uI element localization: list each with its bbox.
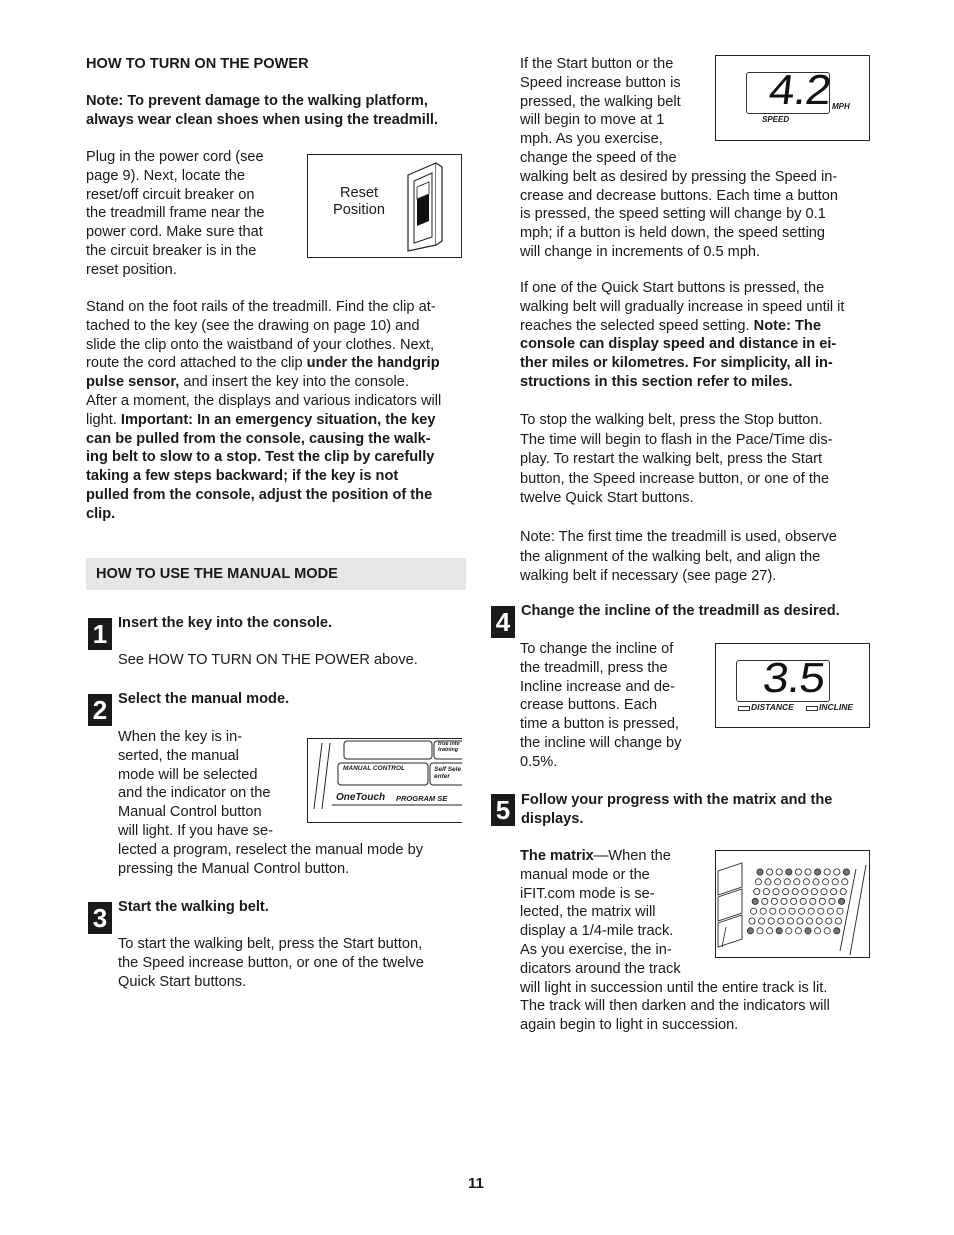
text-line: again begin to light in succession. bbox=[520, 1017, 739, 1034]
text-line bbox=[86, 373, 470, 392]
matrix-indicator-dot bbox=[787, 918, 793, 924]
reset-label-line: Reset bbox=[339, 185, 379, 201]
matrix-indicator-dot bbox=[789, 908, 795, 914]
text-run: reaches the selected speed setting. bbox=[520, 317, 754, 334]
matrix-indicator-dot bbox=[778, 918, 784, 924]
reset-label bbox=[330, 185, 388, 219]
matrix-indicator-dot bbox=[837, 908, 843, 914]
matrix-indicator-dot bbox=[802, 889, 808, 895]
text-run: and insert the key into the console. bbox=[179, 374, 409, 391]
matrix-indicator-dot bbox=[811, 889, 817, 895]
text-line: time a button is pressed, bbox=[520, 716, 679, 733]
manual-mode-heading-bar bbox=[86, 558, 466, 590]
matrix-indicator-dot bbox=[834, 928, 840, 934]
text-run: walking belt will gradually increase in speed until it bbox=[520, 298, 845, 315]
matrix-indicator-dot bbox=[826, 918, 832, 924]
text-line: Plug in the power cord (see bbox=[86, 149, 264, 165]
title-line: displays. bbox=[521, 810, 584, 827]
matrix-indicator-dot bbox=[754, 889, 760, 895]
matrix-indicator-dot bbox=[818, 908, 824, 914]
incline-label: INCLINE bbox=[819, 702, 853, 712]
matrix-indicator-dot bbox=[763, 889, 769, 895]
text-line: reset position. bbox=[86, 261, 177, 278]
text-line: play. To restart the walking belt, press the Start bbox=[520, 451, 823, 468]
speed-value: 4.2 bbox=[766, 66, 833, 113]
step-number-3: 3 bbox=[88, 902, 112, 934]
text-line: is pressed, the speed setting will change by 0.1 bbox=[520, 206, 826, 223]
quick-start-paragraph bbox=[520, 279, 870, 392]
note-paragraph bbox=[520, 528, 870, 587]
matrix-indicator-dot bbox=[768, 918, 774, 924]
text-line: To stop the walking belt, press the Stop button. bbox=[520, 412, 823, 428]
text-line: mph; if a button is held down, the speed setting bbox=[520, 225, 826, 242]
plug-paragraph bbox=[86, 148, 296, 280]
matrix-indicator-dot bbox=[752, 898, 758, 904]
matrix-indicator-dot bbox=[799, 908, 805, 914]
note-line: Note: To prevent damage to the walking platform, bbox=[86, 93, 428, 109]
matrix-indicator-dot bbox=[823, 879, 829, 885]
matrix-indicator-dot bbox=[842, 879, 848, 885]
text-line: clip. bbox=[86, 505, 116, 522]
matrix-indicator-dot bbox=[832, 879, 838, 885]
text-line: button, the Speed increase button, or one of the bbox=[520, 470, 830, 487]
text-line: power cord. Make sure that bbox=[86, 224, 263, 241]
text-run: slide the clip onto the waistband of your clothes. Next, bbox=[86, 336, 435, 353]
incline-display-figure bbox=[715, 643, 870, 728]
matrix-indicator-dot bbox=[786, 928, 792, 934]
matrix-indicator-dot bbox=[776, 928, 782, 934]
text-line: the Speed increase button, or one of the twelve bbox=[118, 954, 424, 971]
matrix-indicator-dot bbox=[795, 869, 801, 875]
matrix-indicator-dot bbox=[751, 908, 757, 914]
matrix-indicator-dot bbox=[784, 879, 790, 885]
matrix-figure bbox=[715, 850, 870, 958]
step2-title: Select the manual mode. bbox=[118, 691, 290, 707]
step4-title: Change the incline of the treadmill as desired. bbox=[521, 603, 840, 619]
text-line bbox=[520, 298, 870, 317]
text-run: light. bbox=[86, 411, 121, 428]
text-line: crease and decrease buttons. Each time a button bbox=[520, 187, 839, 204]
step-number-1: 1 bbox=[88, 618, 112, 650]
speed-label: SPEED bbox=[762, 115, 790, 124]
text-line: The time will begin to flash in the Pace/Time dis- bbox=[520, 431, 833, 448]
matrix-track-icon bbox=[716, 851, 871, 959]
step-number-2: 2 bbox=[88, 694, 112, 726]
text-run: If one of the Quick Start buttons is pressed, the bbox=[520, 280, 825, 296]
matrix-indicator-dot bbox=[808, 908, 814, 914]
text-line: mph. As you exercise, bbox=[520, 131, 663, 148]
matrix-indicator-dot bbox=[767, 928, 773, 934]
stop-paragraph bbox=[520, 411, 870, 509]
text-line: display a 1/4-mile track. bbox=[520, 923, 674, 940]
text-line: manual mode or the bbox=[520, 866, 650, 883]
matrix-indicator-dot bbox=[800, 898, 806, 904]
text-line: console can display speed and distance in ei- bbox=[520, 336, 837, 353]
matrix-indicator-dot bbox=[760, 908, 766, 914]
matrix-indicator-dot bbox=[775, 879, 781, 885]
power-heading: HOW TO TURN ON THE POWER bbox=[86, 56, 309, 72]
matrix-indicator-dot bbox=[757, 928, 763, 934]
reset-position-figure bbox=[307, 154, 462, 258]
text-line: To start the walking belt, press the Start button, bbox=[118, 936, 423, 952]
matrix-indicator-dot bbox=[776, 869, 782, 875]
matrix-indicator-dot bbox=[805, 928, 811, 934]
text-line: Quick Start buttons. bbox=[118, 973, 247, 990]
step5-title bbox=[521, 791, 832, 829]
text-line: and the indicator on the bbox=[118, 785, 271, 802]
text-line: mode will be selected bbox=[118, 766, 258, 783]
matrix-indicator-dot bbox=[791, 898, 797, 904]
text-line: pressing the Manual Control button. bbox=[118, 860, 350, 877]
text-line bbox=[86, 298, 470, 317]
manual-mode-heading: HOW TO USE THE MANUAL MODE bbox=[96, 566, 338, 582]
true-interval-label: true inte training bbox=[438, 741, 460, 753]
matrix-indicator-dot bbox=[816, 918, 822, 924]
onetouch-label: OneTouch bbox=[336, 792, 386, 803]
text-line: serted, the manual bbox=[118, 747, 239, 764]
text-line: will begin to move at 1 bbox=[520, 112, 665, 129]
matrix-indicator-dot bbox=[781, 898, 787, 904]
text-line: Speed increase button is bbox=[520, 74, 681, 91]
step-number-4: 4 bbox=[491, 606, 515, 638]
matrix-indicator-dot bbox=[762, 898, 768, 904]
matrix-indicator-dot bbox=[759, 918, 765, 924]
matrix-indicator-dot bbox=[821, 889, 827, 895]
bold-run: Important: In an emergency situation, the key bbox=[120, 411, 436, 428]
reset-label-line: Position bbox=[333, 202, 385, 218]
circuit-breaker-icon bbox=[400, 159, 456, 253]
text-line bbox=[86, 411, 470, 430]
matrix-indicator-dot bbox=[815, 869, 821, 875]
step3-title: Start the walking belt. bbox=[118, 899, 269, 915]
distance-label: DISTANCE bbox=[751, 702, 794, 712]
matrix-indicator-dot bbox=[824, 928, 830, 934]
matrix-indicator-dot bbox=[819, 898, 825, 904]
text-line bbox=[86, 336, 470, 355]
text-line: ing belt to slow to a stop. Test the clip by carefully bbox=[86, 449, 435, 466]
text-line: ther miles or kilometres. For simplicity, all in- bbox=[520, 355, 833, 372]
matrix-indicator-dot bbox=[807, 918, 813, 924]
matrix-indicator-dot bbox=[792, 889, 798, 895]
bold-run: pulse sensor, bbox=[86, 374, 180, 391]
text-run: route the cord attached to the clip bbox=[86, 355, 307, 372]
matrix-indicator-dot bbox=[765, 879, 771, 885]
text-line: walking belt if necessary (see page 27). bbox=[520, 568, 777, 585]
text-line: dicators around the track bbox=[520, 960, 681, 977]
matrix-indicator-dot bbox=[805, 869, 811, 875]
text-line: lected, the matrix will bbox=[520, 904, 656, 921]
text-line: structions in this section refer to miles. bbox=[520, 373, 793, 390]
text-line bbox=[86, 354, 470, 373]
text-line: will light in succession until the entire track is lit. bbox=[520, 979, 828, 996]
matrix-indicator-dot bbox=[771, 898, 777, 904]
text-line: taking a few steps backward; if the key is not bbox=[86, 468, 399, 485]
text-line: walking belt as desired by pressing the Speed in- bbox=[520, 168, 838, 185]
matrix-indicator-dot bbox=[794, 879, 800, 885]
title-line: Follow your progress with the matrix and the bbox=[521, 792, 833, 808]
matrix-indicator-dot bbox=[757, 869, 763, 875]
step1-title: Insert the key into the console. bbox=[118, 615, 333, 631]
matrix-indicator-dot bbox=[831, 889, 837, 895]
manual-control-label: MANUAL CONTROL bbox=[343, 765, 405, 772]
matrix-indicator-dot bbox=[786, 869, 792, 875]
speed-unit: MPH bbox=[832, 102, 850, 111]
text-run: —When the bbox=[593, 848, 671, 864]
distance-indicator-icon bbox=[738, 706, 750, 711]
matrix-indicator-dot bbox=[770, 908, 776, 914]
matrix-indicator-dot bbox=[767, 869, 773, 875]
text-line: can be pulled from the console, causing the walk- bbox=[86, 430, 431, 447]
step4-paragraph bbox=[520, 640, 710, 772]
note-line: always wear clean shoes when using the treadmill. bbox=[86, 111, 438, 128]
text-line: As you exercise, the in- bbox=[520, 941, 672, 958]
matrix-indicator-dot bbox=[815, 928, 821, 934]
text-line: To change the incline of bbox=[520, 641, 674, 657]
bold-run: The matrix bbox=[520, 848, 594, 864]
text-line: the circuit breaker is in the bbox=[86, 242, 257, 259]
text-line: pressed, the walking belt bbox=[520, 93, 681, 110]
text-line bbox=[520, 317, 870, 336]
matrix-indicator-dot bbox=[835, 918, 841, 924]
text-line bbox=[520, 279, 870, 298]
text-line: Incline increase and de- bbox=[520, 678, 675, 695]
matrix-indicator-dot bbox=[840, 889, 846, 895]
step1-text: See HOW TO TURN ON THE POWER above. bbox=[118, 652, 418, 668]
text-line: The track will then darken and the indicators will bbox=[520, 998, 830, 1015]
matrix-indicator-dot bbox=[747, 928, 753, 934]
page-number: 11 bbox=[468, 1175, 484, 1192]
bold-run: under the handgrip bbox=[306, 355, 440, 372]
text-run: Stand on the foot rails of the treadmill. Find the clip at- bbox=[86, 299, 436, 315]
matrix-indicator-dot bbox=[810, 898, 816, 904]
text-line bbox=[86, 392, 470, 411]
text-line: 0.5%. bbox=[520, 753, 558, 770]
console-figure bbox=[307, 738, 462, 823]
text-line: the alignment of the walking belt, and align the bbox=[520, 548, 821, 565]
matrix-indicator-dot bbox=[813, 879, 819, 885]
text-line: twelve Quick Start buttons. bbox=[520, 490, 694, 507]
matrix-indicator-dot bbox=[834, 869, 840, 875]
text-line: crease buttons. Each bbox=[520, 697, 658, 714]
matrix-indicator-dot bbox=[779, 908, 785, 914]
step3-paragraph bbox=[118, 935, 424, 991]
text-line: When the key is in- bbox=[118, 729, 243, 745]
matrix-indicator-dot bbox=[797, 918, 803, 924]
matrix-indicator-dot bbox=[829, 898, 835, 904]
text-line: page 9). Next, locate the bbox=[86, 167, 246, 184]
matrix-indicator-dot bbox=[749, 918, 755, 924]
text-line: lected a program, reselect the manual mode by bbox=[118, 841, 424, 858]
matrix-indicator-dot bbox=[843, 869, 849, 875]
program-label: PROGRAM SE bbox=[396, 794, 448, 803]
self-select-label: Self Sele enter bbox=[434, 766, 462, 780]
text-line: pulled from the console, adjust the position of the bbox=[86, 486, 433, 503]
bold-run: Note: The bbox=[753, 317, 821, 334]
text-line: the treadmill frame near the bbox=[86, 205, 265, 222]
power-note bbox=[86, 92, 438, 130]
text-line: Manual Control button bbox=[118, 804, 262, 821]
speed-display-figure bbox=[715, 55, 870, 141]
text-line: change the speed of the bbox=[520, 149, 677, 166]
text-line: reset/off circuit breaker on bbox=[86, 186, 255, 203]
text-line: will change in increments of 0.5 mph. bbox=[520, 243, 761, 260]
stand-paragraph bbox=[86, 298, 470, 524]
incline-indicator-icon bbox=[806, 706, 818, 711]
text-line: iFIT.com mode is se- bbox=[520, 885, 655, 902]
matrix-indicator-dot bbox=[827, 908, 833, 914]
matrix-indicator-dot bbox=[824, 869, 830, 875]
text-line: will light. If you have se- bbox=[118, 822, 273, 839]
text-run: tached to the key (see the drawing on page 10) and bbox=[86, 317, 420, 334]
matrix-indicator-dot bbox=[783, 889, 789, 895]
step-number-5: 5 bbox=[491, 794, 515, 826]
matrix-indicator-dot bbox=[773, 889, 779, 895]
matrix-indicator-dot bbox=[755, 879, 761, 885]
matrix-indicator-dot bbox=[803, 879, 809, 885]
text-line: the incline will change by bbox=[520, 734, 682, 751]
text-line: If the Start button or the bbox=[520, 56, 674, 72]
matrix-indicator-dot bbox=[795, 928, 801, 934]
matrix-indicator-dot bbox=[839, 898, 845, 904]
incline-value: 3.5 bbox=[760, 654, 827, 701]
text-line: the treadmill, press the bbox=[520, 659, 668, 676]
text-run: After a moment, the displays and various indicators will bbox=[86, 392, 442, 409]
text-line: Note: The first time the treadmill is used, observe bbox=[520, 529, 837, 545]
text-line bbox=[86, 317, 470, 336]
